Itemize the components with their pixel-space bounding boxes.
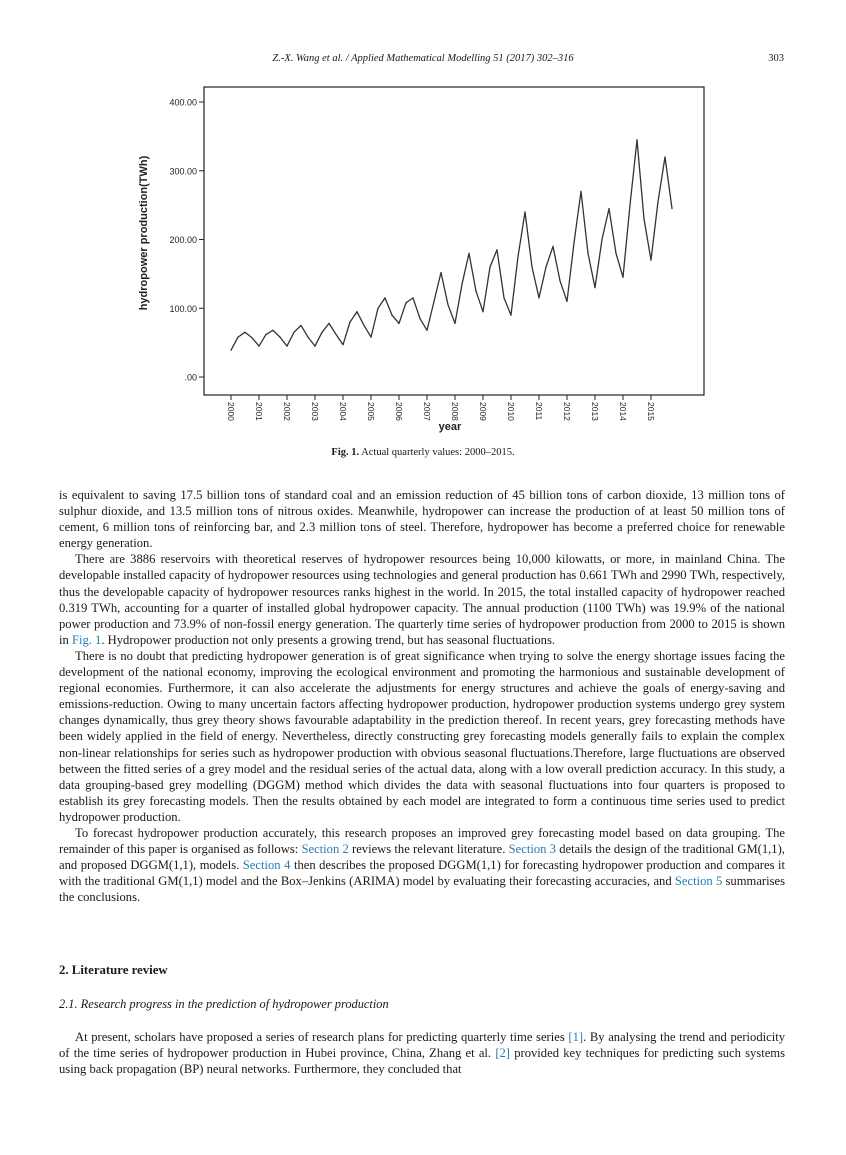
x-tick-label: 2009	[478, 402, 488, 421]
data-point	[272, 330, 273, 331]
data-point	[580, 191, 581, 192]
data-point	[545, 266, 546, 267]
y-tick-label: 300.00	[169, 166, 197, 177]
data-point	[391, 315, 392, 316]
y-tick-label: .00	[184, 372, 197, 383]
data-point	[377, 308, 378, 309]
data-point	[664, 156, 665, 157]
x-tick-label: 2000	[226, 402, 236, 421]
paragraph-2-text-end: . Hydropower production not only presents a growing trend, but has seasonal fluctuations.	[101, 632, 555, 647]
x-tick-label: 2003	[310, 402, 320, 421]
data-point	[244, 332, 245, 333]
data-point	[363, 325, 364, 326]
data-point	[503, 297, 504, 298]
data-point	[356, 311, 357, 312]
data-point	[601, 239, 602, 240]
data-point	[657, 201, 658, 202]
data-point	[482, 311, 483, 312]
body-text-2	[59, 1029, 785, 1077]
section-2-link[interactable]: Section 2	[301, 842, 349, 857]
data-point	[489, 266, 490, 267]
y-tick-label: 200.00	[169, 235, 197, 245]
data-point	[461, 284, 462, 285]
data-point	[349, 321, 350, 322]
data-point	[594, 287, 595, 288]
paragraph-1: is equivalent to saving 17.5 billion tons of standard coal and an emission reduction of 45 billion tons of carbon dioxide, 13 million tons of sulphur dioxide, and 13.5 million tons of nitrous oxides. Meanwhile, hydropower can increase the production of at least 50 million tons of cement, 6 million tons of reinforcing bar, and 2.3 million tons of steel. Therefore, hydropower has become a preferred choice for renewable energy generation.	[59, 488, 785, 551]
data-point	[671, 208, 672, 209]
data-point	[314, 346, 315, 347]
data-point	[300, 325, 301, 326]
paragraph-3: There is no doubt that predicting hydropower generation is of great significance when trying to solve the energy shortage issues facing the development of the national economy, improving the ecological environment and promoting the harmonious and sustainable development of regional economies. Furthermore, it can also accelerate the adjustments for energy structures and achieve the goals of energy-saving and emissions-reduction. Owing to many uncertain factors affecting hydropower production, hydropower production systems undergo grey system changes dynamically, thus grey theory shows favourable adaptability in the prediction thereof. In recent years, grey forecasting methods have been widely applied in the field of energy. Nevertheless, directly constructing grey forecasting models generally fails to explain the complex non-linear relationships for series such as hydropower production with obvious seasonal fluctuations.Therefore, large fluctuations are observed between the fitted series of a grey model and the residual series of the actual data, along with a low overall prediction accuracy. In this study, a data grouping-based grey modelling (DGGM) method which divides the data with seasonal fluctuations into four quarters is proposed to establish its grey forecasting models. Then the results obtained by each model are integrated to form a continuous time series used to predict hydropower production.	[59, 648, 785, 824]
x-axis-label: year	[438, 421, 462, 433]
data-point	[251, 337, 252, 338]
data-point	[433, 301, 434, 302]
caption-text: Actual quarterly values: 2000–2015.	[361, 447, 515, 458]
figure-hydropower-chart	[120, 72, 720, 442]
data-point	[307, 337, 308, 338]
paragraph-4	[59, 825, 785, 905]
data-point	[419, 318, 420, 319]
data-point	[384, 297, 385, 298]
data-point	[258, 346, 259, 347]
x-tick-label: 2010	[506, 402, 516, 421]
data-point	[643, 218, 644, 219]
ref-1-link[interactable]: [1]	[568, 1030, 584, 1044]
x-tick-label: 2007	[422, 402, 432, 421]
plot-frame	[204, 87, 704, 395]
journal-citation: Z.-X. Wang et al. / Applied Mathematical Modelling 51 (2017) 302–316	[272, 53, 574, 64]
data-point	[237, 337, 238, 338]
paragraph-2	[59, 551, 785, 648]
data-point	[629, 205, 630, 206]
data-point	[552, 246, 553, 247]
x-tick-label: 2004	[338, 402, 348, 421]
data-point	[636, 139, 637, 140]
data-point	[335, 334, 336, 335]
y-axis-label: hydropower production(TWh)	[138, 155, 150, 311]
x-tick-label: 2015	[646, 402, 656, 421]
x-tick-label: 2014	[618, 402, 628, 421]
data-point	[440, 272, 441, 273]
data-point	[615, 253, 616, 254]
paragraph-4-text-d: then describes the proposed DGGM(1,1) for forecasting hydropower production and compares it with the traditional GM(1,1) model and the Box–Jenkins (ARIMA) model by evaluating their forecasting accuracies, and	[59, 858, 786, 889]
x-tick-label: 2013	[590, 402, 600, 421]
x-tick-label: 2006	[394, 402, 404, 421]
running-header	[0, 53, 846, 69]
data-point	[468, 253, 469, 254]
data-point	[559, 280, 560, 281]
ref-2-link[interactable]: [2]	[495, 1046, 510, 1061]
x-tick-label: 2002	[282, 402, 292, 421]
data-point	[398, 323, 399, 324]
data-point	[524, 211, 525, 212]
body-text	[59, 487, 785, 905]
paragraph-5-text-b: . By analysing the trend and periodicity of the time series of hydropower production in Hubei province, China, Zhang et al.	[59, 1030, 785, 1061]
data-point	[328, 323, 329, 324]
section-heading: 2. Literature review	[59, 963, 168, 977]
data-point	[286, 346, 287, 347]
figure-caption	[0, 447, 846, 458]
section-3-link[interactable]: Section 3	[508, 842, 556, 857]
paragraph-4-text-c: details the design of the traditional GM(1,1), and proposed DGGM(1,1), models.	[59, 842, 785, 873]
subsection-heading: 2.1. Research progress in the prediction of hydropower production	[59, 997, 389, 1011]
data-point	[587, 253, 588, 254]
data-point	[279, 337, 280, 338]
data-point	[573, 242, 574, 243]
section-4-link[interactable]: Section 4	[242, 858, 291, 873]
x-tick-label: 2008	[450, 402, 460, 421]
x-tick-label: 2005	[366, 402, 376, 421]
caption-label: Fig. 1.	[331, 447, 360, 458]
x-tick-label: 2012	[562, 402, 572, 421]
data-point	[454, 323, 455, 324]
page-number: 303	[768, 53, 784, 64]
data-point	[370, 337, 371, 338]
data-point	[342, 344, 343, 345]
data-point	[538, 297, 539, 298]
paragraph-5-text: At present, scholars have proposed a series of research plans for predicting quarterly time series	[75, 1030, 565, 1044]
data-point	[293, 332, 294, 333]
section-5-link[interactable]: Section 5	[674, 874, 723, 889]
data-point	[531, 266, 532, 267]
data-point	[447, 304, 448, 305]
data-point	[517, 256, 518, 257]
paragraph-4-text-e: summarises the conclusions.	[59, 874, 785, 905]
paragraph-2-text: There are 3886 reservoirs with theoretical reserves of hydropower resources being 10,000 kilowatts, or more, in mainland China. The developable installed capacity of hydropower resources using technologies and general production has 0.661 TWh and 2990 TWh, respectively, thus the developable capacity of hydropower resources ranks highest in the world. In 2015, the total installed capacity of hydropower reached 0.319 TWh, accounting for a quarter of installed global hydropower capacity. The annual production (1100 TWh) was 19.9% of the national power production and 73.9% of non-fossil energy generation. The quarterly time series of hydropower production from 2000 to 2015 is shown in	[59, 552, 785, 647]
fig-1-link[interactable]: Fig. 1	[71, 632, 102, 647]
paragraph-5-text-c: provided key techniques for predicting such systems using back propagation (BP) neural networks. Furthermore, they concluded that	[59, 1046, 785, 1077]
data-point	[510, 315, 511, 316]
paragraph-4-text-b: reviews the relevant literature.	[352, 842, 506, 857]
data-point	[650, 260, 651, 261]
data-point	[566, 301, 567, 302]
data-point	[475, 291, 476, 292]
data-point	[496, 249, 497, 250]
x-tick-label: 2011	[534, 402, 544, 421]
series-line	[231, 140, 672, 350]
x-tick-label: 2001	[254, 402, 264, 421]
data-point	[622, 277, 623, 278]
data-point	[426, 330, 427, 331]
data-point	[265, 334, 266, 335]
data-point	[405, 302, 406, 303]
y-tick-label: 400.00	[169, 97, 197, 108]
data-point	[412, 297, 413, 298]
paragraph-4-text: To forecast hydropower production accurately, this research proposes an improved grey forecasting model based on data grouping. The remainder of this paper is organised as follows:	[59, 825, 785, 857]
data-point	[608, 208, 609, 209]
y-tick-label: 100.00	[169, 303, 197, 314]
data-point	[230, 350, 231, 351]
paragraph-5	[59, 1029, 785, 1077]
data-point	[321, 332, 322, 333]
